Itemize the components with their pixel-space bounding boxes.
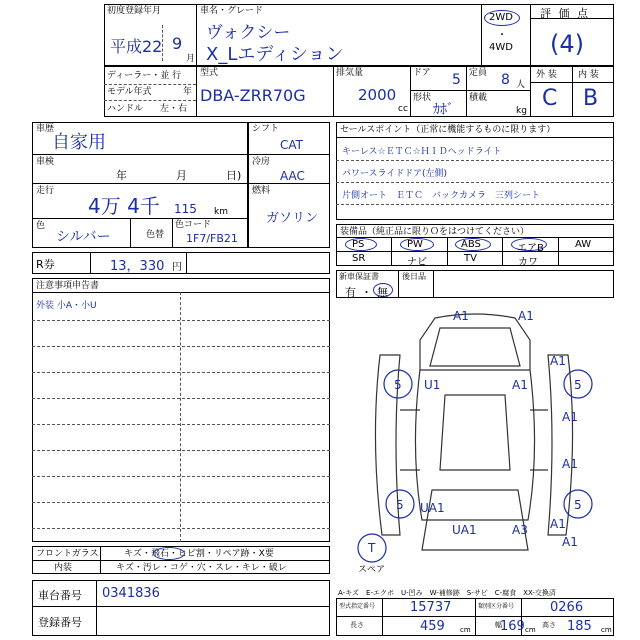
score-label: 評 価 点 <box>540 7 590 20</box>
dealer-label: ディーラー・並 行 <box>107 71 182 81</box>
equip-navi: ナビ <box>407 257 427 268</box>
class-number: 0266 <box>550 600 584 615</box>
stone-chip-circle <box>153 547 185 560</box>
type-label: 型式 <box>200 68 219 78</box>
sales-point-line-1: キーレス☆ＥＴＣ☆ＨＩＤヘッドライト <box>342 147 502 157</box>
damage-mark-8: A1 <box>562 410 578 424</box>
sales-point-line-3: 片側オート ＥＴＣ バックカメラ 三列シート <box>342 191 541 201</box>
fuel-label: 燃料 <box>252 186 271 196</box>
model-year-unit: 年 <box>183 87 193 97</box>
length-unit: cm <box>460 626 471 634</box>
chassis-number: 0341836 <box>102 586 160 601</box>
mileage: 4万 4千 <box>88 194 160 218</box>
color-code-label: 色コード <box>175 220 212 230</box>
equip-ps: PS <box>352 239 365 250</box>
width-unit: cm <box>525 626 536 634</box>
equip-sr: SR <box>352 253 366 264</box>
sales-point-line-2: パワースライドドア(左側) <box>342 169 448 179</box>
shape: ｶﾎﾞ <box>433 102 454 118</box>
spare-label: スペア <box>358 565 386 575</box>
inspection-month-unit: 月 <box>176 169 187 182</box>
capacity: 8 <box>501 72 510 88</box>
kg-unit: kg <box>516 106 527 116</box>
damage-mark-12: A1 <box>550 517 566 531</box>
ext-label: 外 装 <box>536 70 557 80</box>
damage-mark-9: A1 <box>562 457 578 471</box>
recycle-amount: 13，330 <box>110 259 165 274</box>
drive-2wd: 2WD <box>489 12 513 23</box>
interior-grade: B <box>583 86 599 111</box>
month-unit: 月 <box>186 54 196 64</box>
shift-value: CAT <box>280 138 303 152</box>
overall-score: (4) <box>550 30 584 58</box>
damage-mark-11: UA1 <box>420 501 445 515</box>
inspection-year-unit: 年 <box>116 169 127 182</box>
hood-outline <box>430 328 520 366</box>
reg-era: 平成22 <box>110 37 163 56</box>
mileage-label: 走行 <box>36 186 55 196</box>
doors: 5 <box>452 72 461 88</box>
recycle-unit: 円 <box>172 262 182 273</box>
inspection-label: 車検 <box>36 157 55 167</box>
shift-label: シフト <box>252 124 280 134</box>
reg-month: 9 <box>172 34 183 53</box>
handle-value: 左・右 <box>160 104 188 114</box>
ac-value: AAC <box>280 169 305 183</box>
class-label: 類別区分番号 <box>478 603 515 610</box>
drive-dot: ・ <box>497 30 507 41</box>
door-label: ドア <box>413 68 431 78</box>
person-unit: 人 <box>516 80 526 90</box>
length-value: 459 <box>420 619 445 634</box>
first-reg-label: 初度登録年月 <box>107 6 162 16</box>
damage-mark-10: 5 <box>396 498 404 512</box>
interior-label: 内装 <box>54 563 73 573</box>
damage-mark-3: A1 <box>550 354 566 368</box>
displacement: 2000 <box>358 86 397 104</box>
ac-label: 冷房 <box>252 157 271 167</box>
mileage-sub: 115 <box>174 202 197 216</box>
equip-tv: TV <box>464 253 477 264</box>
height-unit: cm <box>601 626 612 634</box>
car-name: ヴォクシー <box>206 23 291 43</box>
int-label: 内 装 <box>578 70 599 80</box>
height-label: 高さ <box>542 621 556 629</box>
equip-aw: AW <box>575 239 592 250</box>
designation-number: 15737 <box>410 600 452 615</box>
chassis-label: 車台番号 <box>38 589 82 602</box>
shape-label: 形状 <box>413 93 432 103</box>
fuel-value: ガソリン <box>266 211 319 226</box>
car-damage-diagram <box>340 300 610 580</box>
notes-line-1: 外装 小A・小U <box>36 301 97 311</box>
equip-leather: カワ <box>518 257 538 268</box>
damage-mark-1: A1 <box>453 309 469 323</box>
width-label: 幅 <box>495 621 502 629</box>
equip-abs: ABS <box>461 239 481 250</box>
damage-mark-5: U1 <box>424 378 441 392</box>
payload-label: 積載 <box>469 93 488 103</box>
model-code: DBA-ZRR70G <box>200 86 306 105</box>
registration-label: 登録番号 <box>38 616 82 629</box>
color-code: 1F7/FB21 <box>186 232 238 245</box>
damage-mark-14: UA1 <box>452 523 477 537</box>
model-year-label: モデル年式 <box>107 87 152 97</box>
equipment-title: 装備品（純正品に限りＯをはつけてください） <box>340 227 530 237</box>
record-label: 後日品 <box>402 272 426 281</box>
car-body-outline <box>415 370 534 520</box>
exterior-grade: C <box>542 86 558 111</box>
front-glass-label: フロントガラス <box>36 549 99 559</box>
displacement-label: 排気量 <box>336 68 364 78</box>
damage-mark-7: 5 <box>574 378 582 392</box>
height-value: 185 <box>567 619 592 634</box>
notes-title: 注意事項申告書 <box>36 281 100 291</box>
sales-points-title: セールスポイント（正常に機能するものに限ります） <box>340 125 556 135</box>
roof-outline <box>440 395 510 470</box>
length-label: 長さ <box>350 621 364 629</box>
drive-4wd: 4WD <box>489 42 513 53</box>
damage-mark-4: 5 <box>394 378 402 392</box>
warranty-sep: ・ <box>361 286 372 299</box>
damage-mark-15: A3 <box>512 523 528 537</box>
width-value: 169 <box>500 619 525 634</box>
front-glass-items: キズ・飛石・ヒビ割・リペア跡・X要 <box>124 549 274 559</box>
equip-airbag: エアB <box>517 243 544 254</box>
warranty-no: 無 <box>377 286 388 299</box>
recycle-label: R券 <box>36 258 55 271</box>
damage-mark-6: A1 <box>512 378 528 392</box>
car-name-label: 車名・グレード <box>200 6 264 16</box>
warranty-yes: 有 <box>345 286 356 299</box>
right-side-outline <box>548 355 573 535</box>
damage-mark-2: A1 <box>518 309 534 323</box>
inspection-day-unit: 日) <box>226 169 242 182</box>
use-label: 車歴 <box>36 124 55 134</box>
cc-unit: cc <box>398 104 408 114</box>
warranty-label: 新車保証書 <box>339 272 379 281</box>
use-value: 自家用 <box>52 132 106 153</box>
km-unit: km <box>214 207 228 217</box>
interior-items: キズ・汚レ・コゲ・穴・スレ・キレ・破レ <box>116 563 287 573</box>
color-label: 色 <box>36 221 46 231</box>
handle-label: ハンドル <box>107 104 144 114</box>
color-change-label: 色替 <box>146 230 165 240</box>
designation-label: 型式指定番号 <box>339 603 376 610</box>
damage-mark-13: 5 <box>574 498 582 512</box>
car-grade: X_Lエディション <box>206 44 344 65</box>
equip-pw: PW <box>407 239 423 250</box>
capacity-label: 定員 <box>469 68 488 78</box>
color-value: シルバー <box>56 229 111 245</box>
damage-mark-17: T <box>368 541 376 555</box>
damage-legend: A-キズ E-エクボ U-凹み W-補修跡 S-サビ C-腐食 XX-交換済 <box>338 589 556 597</box>
damage-mark-16: A1 <box>562 535 578 549</box>
